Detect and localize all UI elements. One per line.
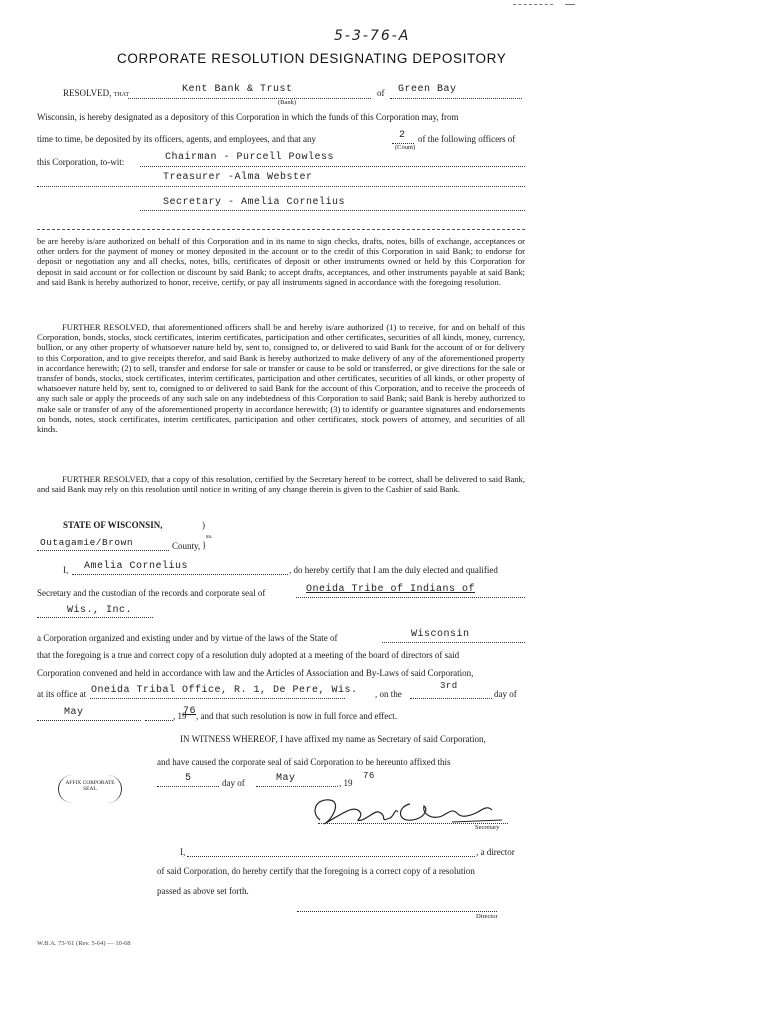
officer-line-1 [140,166,525,167]
director-certify-text: of said Corporation, do hereby certify that the foregoing is a correct copy of a resolution [157,866,475,876]
state-bracket-top: ) [202,520,205,530]
corporation-name-field: Oneida Tribe of Indians of [306,584,476,595]
of-label: of [377,88,385,98]
bank-city-line [390,98,522,99]
witness-line-1: IN WITNESS WHEREOF, I have affixed my name as Secretary of said Corporation, [180,734,486,744]
wisconsin-depository-line: Wisconsin, is hereby designated as a depository of this Corporation in which the funds of this Corporation may, from [37,112,459,122]
certify-text: , do hereby certify that I am the duly elected and qualified [289,565,498,575]
bank-name-line [128,98,371,99]
i-label: I, [63,565,69,575]
meeting-day-field: 3rd [440,681,458,691]
force-text: , and that such resolution is now in full force and effect. [196,711,398,721]
foregoing-text: that the foregoing is a true and correct copy of a resolution duly adopted at a meeting of the board of directors of said [37,650,460,660]
officer-3-field: Secretary - Amelia Cornelius [163,197,346,208]
sign-day-field: 5 [185,773,192,784]
count-caption: (Count) [395,144,416,151]
organized-text: a Corporation organized and existing under and by virtue of the laws of the State of [37,633,338,643]
custodian-text: Secretary and the custodian of the records and corporate seal of [37,588,266,598]
state-name-field: Wisconsin [411,629,470,640]
form-number: W.B.A. 73-'61 (Rev. 5-64) — 10-68 [37,940,131,947]
state-label: STATE OF WISCONSIN, [63,520,163,530]
director-suffix: , a director [476,847,515,857]
further-resolved-paragraph-2: FURTHER RESOLVED, that a copy of this resolution, certified by the Secretary hereof to be correct, shall be delivered to said Bank, and said Bank may rely on this resolution until notice in writing of any change therein is given to the Cashier of said Bank. [37,474,525,495]
corporate-seal [58,775,122,803]
sign-day-of-label: day of [222,778,245,788]
secretary-name-field: Amelia Cornelius [84,561,189,572]
handwritten-reference: 5-3-76-A [334,28,411,44]
officers-intro-text-end: of the following officers of [418,134,516,144]
state-bracket-bottom: } [202,540,207,550]
meeting-day-line [410,698,492,699]
signer-count-field: 2 [399,130,406,141]
year-prefix: , 19 [173,711,187,721]
sign-year-prefix: , 19 [339,778,353,788]
corporation-name-field-2: Wis., Inc. [67,605,133,616]
scan-mark [565,4,575,5]
state-name-line [382,642,525,643]
office-address-field: Oneida Tribal Office, R. 1, De Pere, Wis. [91,685,358,696]
county-name-field: Outagamie/Brown [40,537,134,548]
meeting-month-line [37,720,141,721]
director-caption: Director [476,913,498,920]
director-i-label: I, [180,847,186,857]
officer-line-3 [140,210,525,211]
witness-line-2: and have caused the corporate seal of said Corporation to be hereunto affixed this [157,757,451,767]
bank-name-field: Kent Bank & Trust [182,84,293,95]
officer-1-field: Chairman - Purcell Powless [165,152,335,163]
sign-year-field: 76 [363,771,375,781]
officer-line-2 [37,186,525,187]
to-wit-label: this Corporation, to-wit: [37,157,125,167]
further-resolved-paragraph-1: FURTHER RESOLVED, that aforementioned officers shall be and hereby is/are authorized (1) to receive, for and on behalf of this Corporation, bonds, stocks, stock certificates, interim certificates, participation and other certificates, securities of all kinds, money, currency, bullion, or any other property of whatsoever nature held by, sent to, consigned to, or delivered to said Bank for the account of or for delivery to this Corporation, and to give receipts therefor, and said Bank is hereby authorized to make delivery of any of the aforementioned property in accordance herewith; (2) to sell, transfer and endorse for sale or transfer or cause to be sold or transferred, or give directions for the sale or transfer of bonds, stocks, stock certificates, interim certificates, participation and other certificates, securities of all kinds, or other property of whatsoever nature held by, sent to, consigned to or delivered to said Bank for the account of this Corporation, and to receive the proceeds of any such sale or apply the proceeds of any such sale on any indebtedness of this Corporation to said Bank; said Bank is hereby authorized to make sale or transfer of any of the aforementioned property in accordance herewith; (3) to identify or guarantee signatures and endorsements on bonds, notes, stock certificates, interim certificates, participation and other certificates, stock powers of attorney, and securities of all kinds. [37,322,525,435]
convened-text: Corporation convened and held in accordance with law and the Articles of Association and By-Laws of said Corporation, [37,668,474,678]
corporation-name-line-2 [37,617,153,618]
director-passed-text: passed as above set forth. [157,886,249,896]
meeting-month-field: May [64,707,84,718]
director-signature-line [297,911,497,912]
scan-mark [513,4,553,5]
corporation-name-line [296,597,525,598]
secretary-caption: Secretary [475,824,500,831]
authorization-paragraph: be are hereby is/are authorized on behalf of this Corporation and in its name to sign checks, drafts, notes, bills of exchange, acceptances or other orders for the payment of money or money deposited in the account or to the credit of this Corporation in said Bank; to endorse for deposit or negotiation any and all checks, notes, bills, certificates of deposit or other instruments owned or held by this Corporation for deposit in said account or for collection or discount by said Bank; to accept drafts, acceptances, and other instruments payable at said Bank; and said Bank is hereby authorized to honor, receive, certify, or pay all instruments signed in accordance with the foregoing resolution. [37,236,525,287]
day-of-label: day of [494,689,517,699]
bank-city-field: Green Bay [398,84,457,95]
on-the-label: , on the [375,689,402,699]
ss-label: ss. [206,533,213,540]
year-prefix-line [145,720,173,721]
bank-caption: (Bank) [278,99,297,106]
officer-2-field: Treasurer -Alma Webster [163,172,313,183]
document-title: CORPORATE RESOLUTION DESIGNATING DEPOSITORY [117,51,507,66]
sign-day-line [157,786,219,787]
officers-intro-text: time to time, be deposited by its officers, agents, and employees, and that any [37,134,317,144]
county-label: County, [172,541,201,551]
office-address-line [90,698,345,699]
secretary-name-line [72,574,288,575]
separator-rule [37,229,525,230]
seal-text: AFFIX CORPORATE SEAL [65,780,115,792]
office-label: at its office at [37,689,87,699]
county-line [37,550,169,551]
meeting-year-field: 76 [183,706,197,717]
resolved-label: RESOLVED, that [63,88,130,98]
sign-month-field: May [276,773,296,784]
sign-month-line [256,786,338,787]
director-name-line [187,856,475,857]
